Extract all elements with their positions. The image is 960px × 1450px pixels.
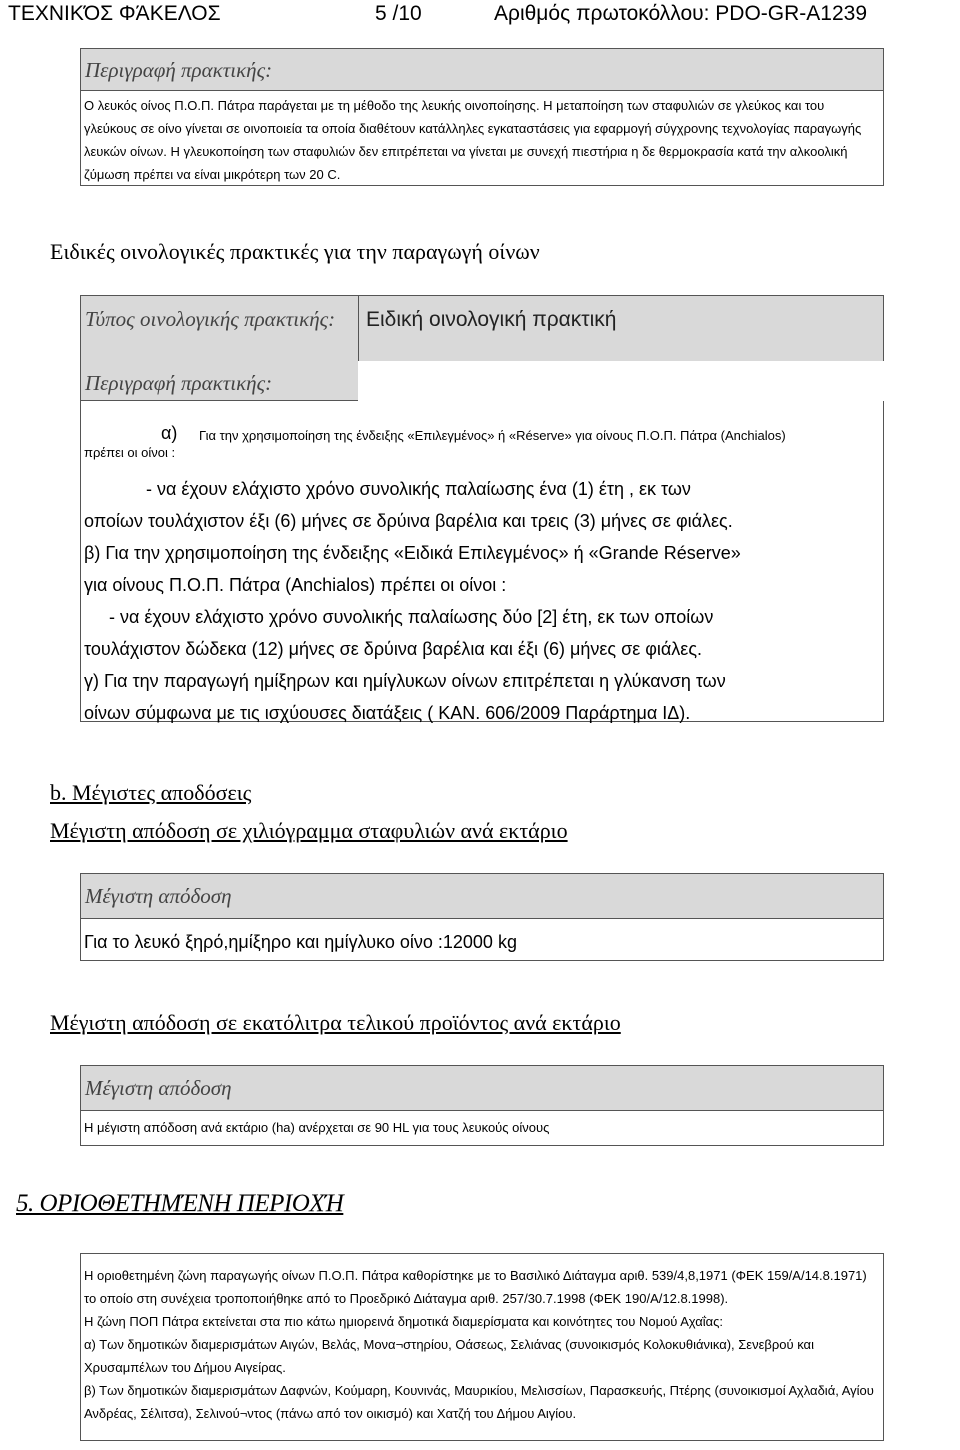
practice-description-text: Ο λευκός οίνος Π.Ο.Π. Πάτρα παράγεται με τη μέθοδο της λευκής οινοποίησης. Η μεταποίηση των σταφυλιών σε γλεύκος και του γλεύκους σε οίνο γίνεται σε οινοποιεία τα οποία διαθέτουν κατάλληλες εγκαταστάσεις για εφαρμογή σύγχρονης τεχνολογίας παραγωγής λευκών οίνων. Η γλευκοποίηση των σταφυλιών δεν επιτρέπεται να γίνεται με συνεχή πιεστήρια η δε θερμοκρασία κατά την αλκοολική ζύμωση πρέπει να είναι μικρότερη των 20 C. <box>84 98 862 182</box>
item-c-line-1: γ) Για την παραγωγή ημίξηρων και ημίγλυκων οίνων επιτρέπεται η γλύκανση των <box>84 671 726 691</box>
yield-kg-value-box <box>80 919 884 961</box>
practice-description-label-2: Περιγραφή πρακτικής: <box>85 371 273 395</box>
area-paragraph-3: α) Των δημοτικών διαμερισμάτων Αιγών, Βελάς, Μονα¬στηρίου, Οάσεως, Σελιάνας (συνοικισμός Κολοκυθιάνικα), Σενεβρού και Χρυσαμπέλων του Δήμου Αιγείρας. <box>84 1337 814 1375</box>
yield-kg-value: Για το λευκό ξηρό,ημίξηρο και ημίγλυκο οίνο :12000 kg <box>84 932 517 952</box>
protocol-number: Αριθμός πρωτοκόλλου: PDO-GR-A1239 <box>494 2 867 25</box>
item-b-line-2: για οίνους Π.Ο.Π. Πάτρα (Anchialos) πρέπει οι οίνοι : <box>84 575 507 595</box>
item-b-line-3: - να έχουν ελάχιστο χρόνο συνολικής παλαίωσης δύο [2] έτη, εκ των οποίων <box>109 607 714 627</box>
practice-description-label: Περιγραφή πρακτικής: <box>85 58 273 82</box>
practice-type-box <box>80 295 884 401</box>
area-paragraph-4: β) Των δημοτικών διαμερισμάτων Δαφνών, Κούμαρη, Κουνινάς, Μαυρικίου, Μελισσίων, Παρασκευής, Πτέρης (συνοικισμοί Αχλαδιά, Αγίου Ανδρέας, Σέλιτσα), Σελινού¬ντος (πάνω από τον οικισμό) και Χατζή του Δήμου Αιγίου. <box>84 1383 874 1421</box>
document-type: ΤΕΧΝΙΚΌΣ ΦΆΚΕΛΟΣ <box>8 2 221 25</box>
special-practice-content <box>80 401 884 722</box>
item-a-line-2: οποίων τουλάχιστον έξι (6) μήνες σε δρύινα βαρέλια και τρεις (3) μήνες σε φιάλες. <box>84 511 733 531</box>
yield-hl-value-box <box>80 1111 884 1146</box>
item-c-line-2: οίνων σύμφωνα με τις ισχύουσες διατάξεις ( ΚΑΝ. 606/2009 Παράρτημα ΙΔ). <box>84 703 691 723</box>
item-a-text-cont: πρέπει οι οίνοι : <box>84 445 176 460</box>
item-a-text: Για την χρησιμοποίηση της ένδειξης «Επιλεγμένος» ή «Réserve» για οίνους Π.Ο.Π. Πάτρα (Anchialos) <box>199 428 786 443</box>
practice-description-box <box>80 91 884 186</box>
delimited-area-heading: 5. ΟΡΙΟΘΕΤΗΜΈΝΗ ΠΕΡΙΟΧΉ <box>16 1190 344 1217</box>
item-a-marker: α) <box>161 423 178 443</box>
practice-type-label: Τύπος οινολογικής πρακτικής: <box>85 307 336 331</box>
item-a-details <box>84 473 884 729</box>
yield-kg-label-box <box>80 873 884 919</box>
area-paragraph-2: Η ζώνη ΠΟΠ Πάτρα εκτείνεται στα πιο κάτω ημιορεινά δημοτικά διαμερίσματα και κοινότητες του Νομού Αχαΐας: <box>84 1314 724 1329</box>
cell-divider <box>358 296 359 361</box>
yield-hl-value: Η μέγιστη απόδοση ανά εκτάριο (ha) ανέρχεται σε 90 HL για τους λευκούς οίνους <box>84 1120 550 1135</box>
blank-cell <box>358 361 884 401</box>
area-paragraph-1: Η οριοθετημένη ζώνη παραγωγής οίνων Π.Ο.Π. Πάτρα καθορίστηκε με το Βασιλικό Διάταγμα αριθ. 539/4,8,1971 (ΦΕΚ 159/Α/14.8.1971) το οποίο στη συνέχεια τροποποιήθηκε από το Προεδρικό Διάταγμα αριθ. 257/30.7.1998 (ΦΕΚ 190/Α/12.8.1998). <box>84 1268 867 1306</box>
yield-hl-label-box <box>80 1065 884 1111</box>
yield-hl-subheading: Μέγιστη απόδοση σε εκατόλιτρα τελικού προϊόντος ανά εκτάριο <box>50 1010 621 1035</box>
yield-kg-subheading: Μέγιστη απόδοση σε χιλιόγραμμα σταφυλιών ανά εκτάριο <box>50 818 568 843</box>
oenological-heading: Ειδικές οινολογικές πρακτικές για την παραγωγή οίνων <box>50 239 540 264</box>
yields-heading: b. Μέγιστες αποδόσεις <box>50 780 252 805</box>
yield-kg-label: Μέγιστη απόδοση <box>85 884 232 908</box>
practice-description-label-box <box>80 48 884 91</box>
item-b-line-4: τουλάχιστον δώδεκα (12) μήνες σε δρύινα βαρέλια και έξι (6) μήνες σε φιάλες. <box>84 639 703 659</box>
page-number: 5 /10 <box>375 2 422 25</box>
item-a-line-1: - να έχουν ελάχιστο χρόνο συνολικής παλαίωσης ένα (1) έτη , εκ των <box>146 479 691 499</box>
practice-type-value: Ειδική οινολογική πρακτική <box>366 308 617 331</box>
delimited-area-box <box>80 1253 884 1441</box>
item-b-line-1: β) Για την χρησιμοποίηση της ένδειξης «Ειδικά Επιλεγμένος» ή «Grande Réserve» <box>84 543 741 563</box>
page-header <box>0 0 960 30</box>
delimited-area-text <box>84 1264 880 1425</box>
yield-hl-label: Μέγιστη απόδοση <box>85 1076 232 1100</box>
